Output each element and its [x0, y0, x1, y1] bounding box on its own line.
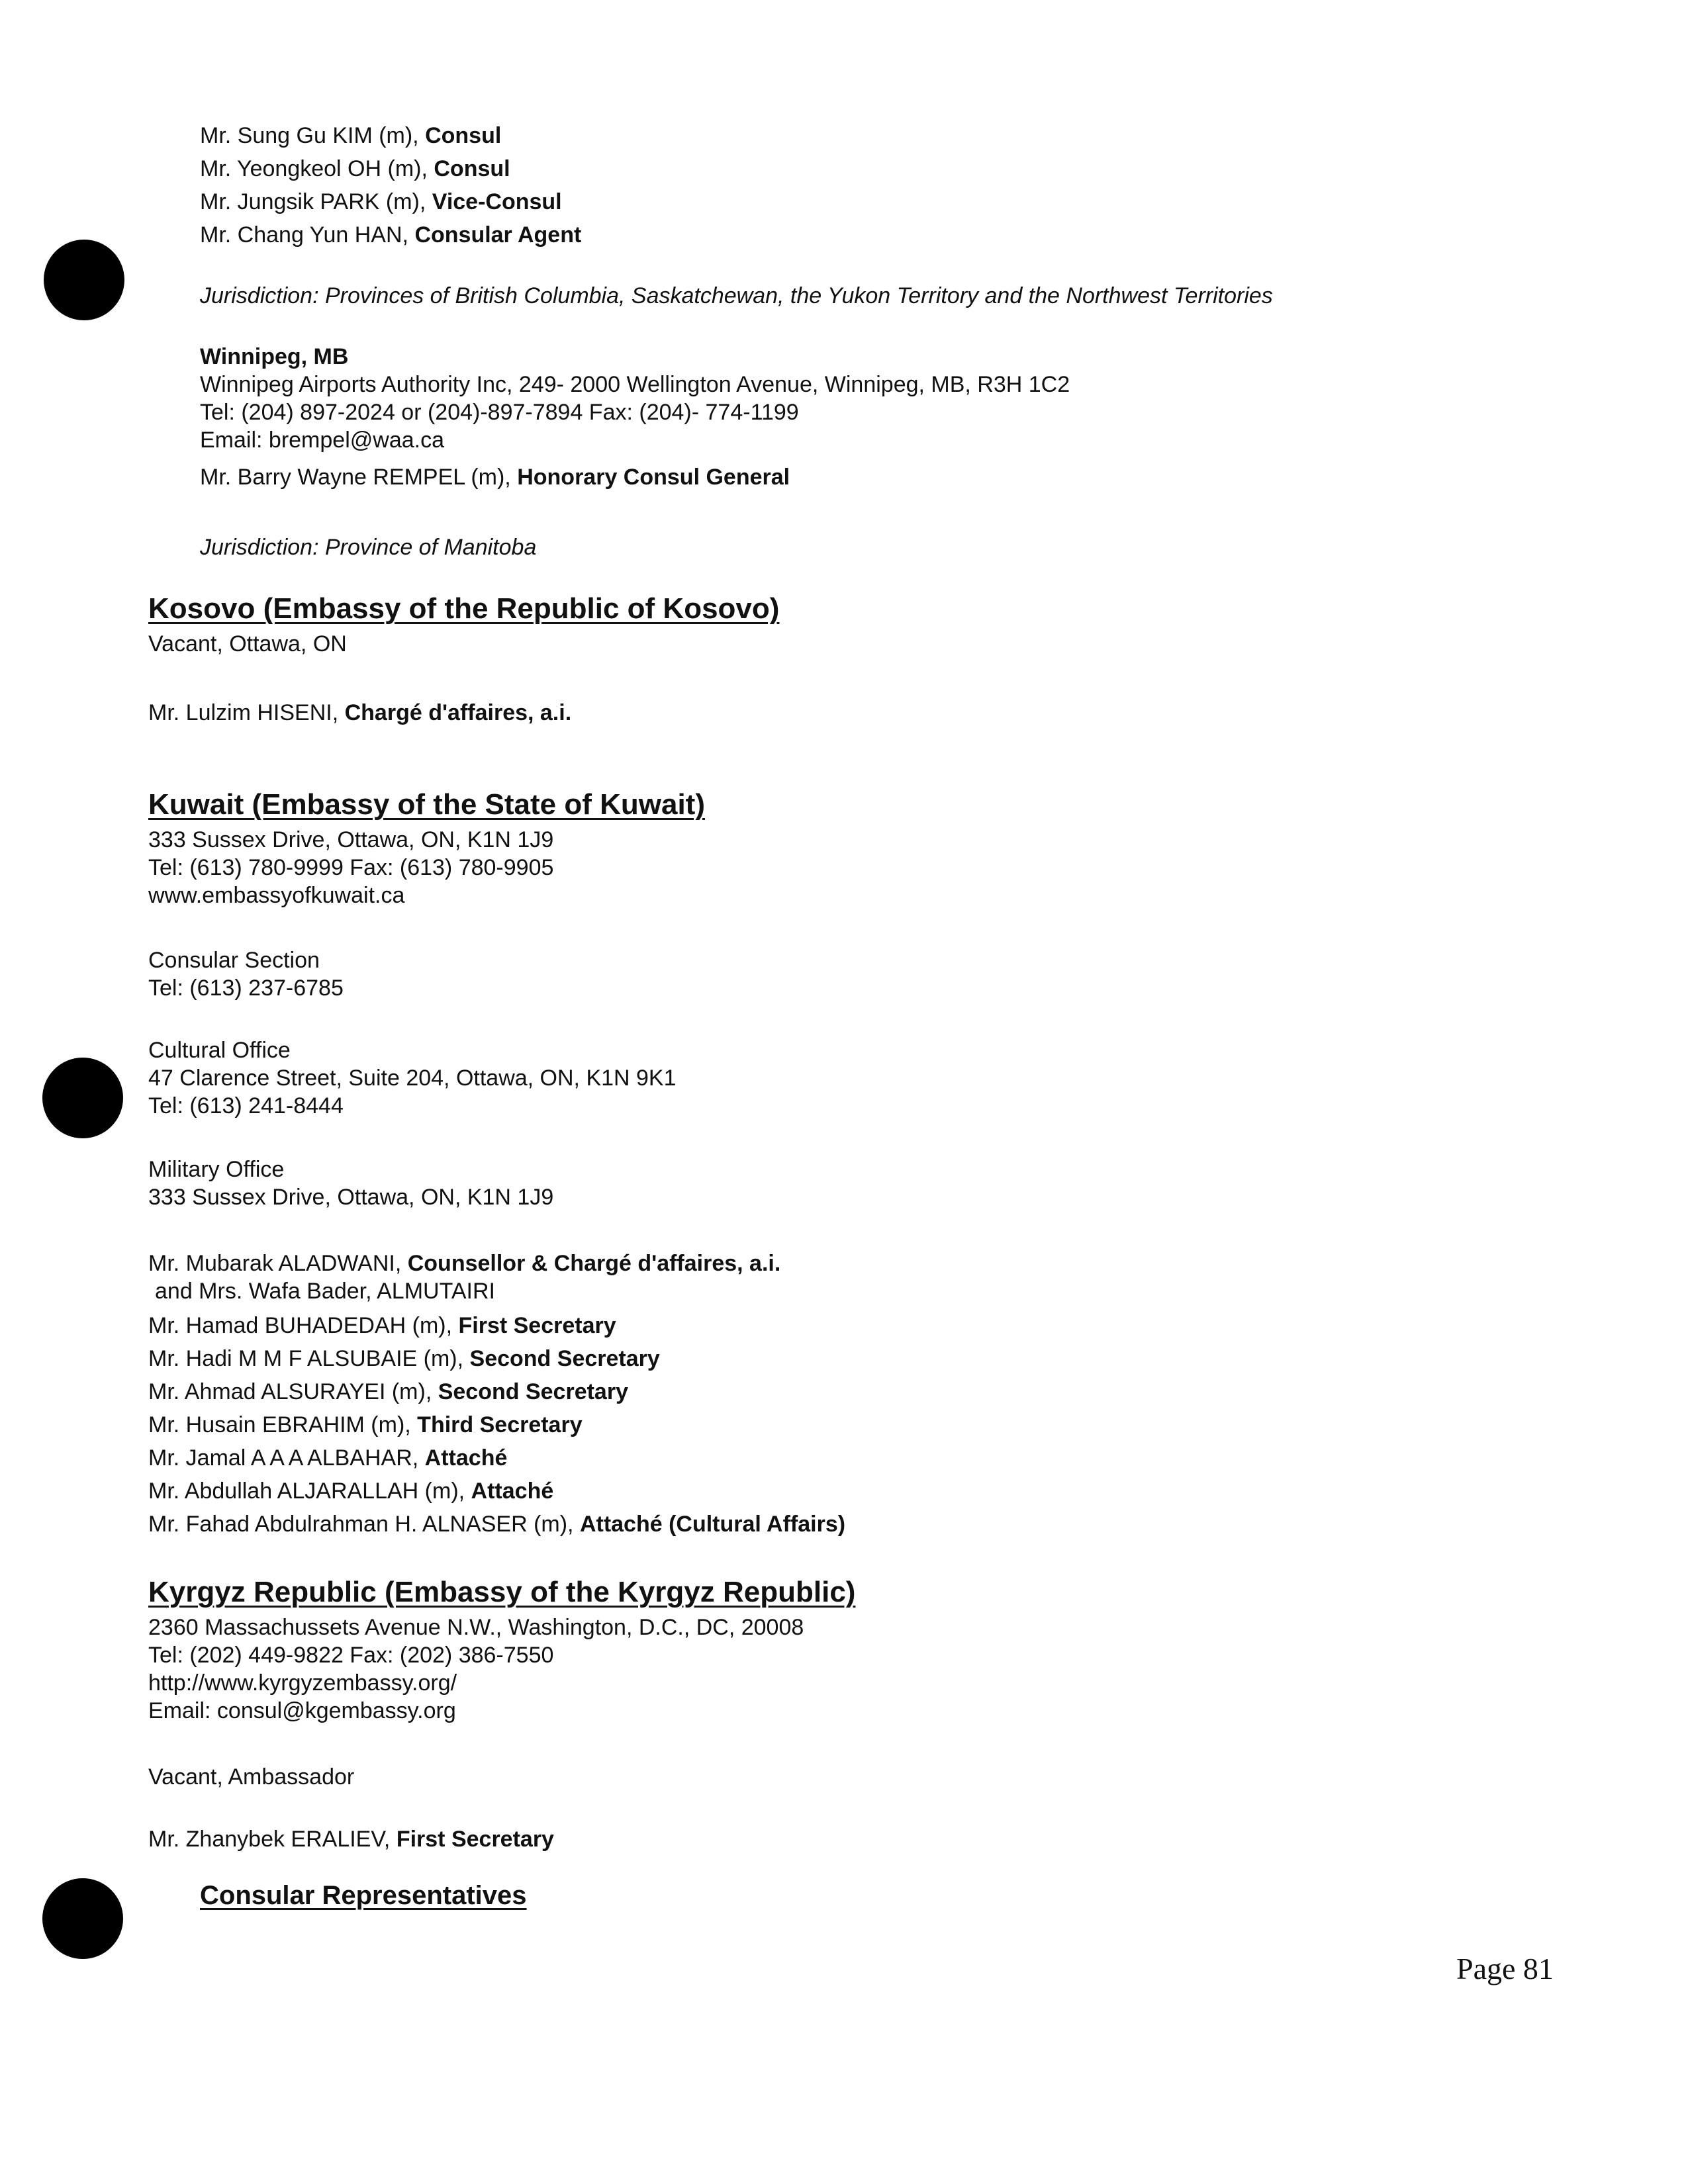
staff-line	[148, 1411, 1571, 1444]
binder-hole-middle	[42, 1058, 123, 1138]
address: 2360 Massachussets Avenue N.W., Washington, D.C., DC, 20008	[148, 1615, 804, 1640]
staff-line	[148, 1825, 1571, 1853]
staff-name: Mr. Chang Yun HAN,	[200, 222, 415, 248]
staff-name: Mr. Lulzim HISENI,	[148, 700, 345, 725]
staff-title: Counsellor & Chargé d'affaires, a.i.	[407, 1251, 781, 1276]
staff-line	[148, 1378, 1571, 1411]
staff-name: Mr. Hadi M M F ALSUBAIE (m),	[148, 1346, 470, 1371]
address: 47 Clarence Street, Suite 204, Ottawa, ON, K1N 9K1	[148, 1066, 677, 1091]
staff-name: Mr. Mubarak ALADWANI,	[148, 1251, 408, 1276]
staff-line	[200, 188, 1590, 221]
staff-line	[200, 463, 1590, 491]
staff-title: Second Secretary	[438, 1379, 628, 1404]
staff-name: Mr. Yeongkeol OH (m),	[200, 156, 434, 181]
embassy-location: Vacant, Ottawa, ON	[148, 631, 347, 657]
staff-line	[148, 699, 1571, 727]
staff-title: Consul	[425, 123, 502, 148]
staff-line	[148, 1477, 1571, 1510]
staff-name: Mr. Abdullah ALJARALLAH (m),	[148, 1479, 471, 1504]
staff-name: Mr. Jamal A A A ALBAHAR,	[148, 1445, 425, 1471]
binder-hole-top	[44, 240, 124, 320]
ambassador-line: Vacant, Ambassador	[148, 1764, 355, 1790]
staff-name: Mr. Hamad BUHADEDAH (m),	[148, 1313, 459, 1338]
website: www.embassyofkuwait.ca	[148, 883, 405, 908]
address: 333 Sussex Drive, Ottawa, ON, K1N 1J9	[148, 1185, 554, 1210]
staff-name: Mr. Jungsik PARK (m),	[200, 189, 432, 214]
kuwait-staff	[148, 1250, 1571, 1543]
jurisdiction-note: Jurisdiction: Provinces of British Columbia, Saskatchewan, the Yukon Territory and the Northwest Territories	[200, 283, 1273, 308]
staff-name: Mr. Zhanybek ERALIEV,	[148, 1827, 397, 1852]
korea-consulate-staff	[200, 122, 1590, 254]
staff-name: Mr. Fahad Abdulrahman H. ALNASER (m),	[148, 1512, 580, 1537]
staff-title: Second Secretary	[469, 1346, 660, 1371]
kyrgyz-heading: Kyrgyz Republic (Embassy of the Kyrgyz Republic)	[148, 1576, 856, 1608]
phone: Tel: (613) 241-8444	[148, 1093, 344, 1118]
military-office	[148, 1156, 1571, 1211]
staff-title: Attaché	[424, 1445, 508, 1471]
phone: Tel: (613) 237-6785	[148, 976, 344, 1001]
office-label: Military Office	[148, 1157, 285, 1182]
website: http://www.kyrgyzembassy.org/	[148, 1670, 457, 1696]
staff-title: Attaché	[471, 1479, 554, 1504]
staff-line	[200, 155, 1590, 188]
spouse-line: and Mrs. Wafa Bader, ALMUTAIRI	[155, 1279, 495, 1304]
staff-name: Mr. Ahmad ALSURAYEI (m),	[148, 1379, 438, 1404]
address: Winnipeg Airports Authority Inc, 249- 2000 Wellington Avenue, Winnipeg, MB, R3H 1C2	[200, 372, 1070, 397]
staff-line	[200, 122, 1590, 155]
staff-line	[148, 1510, 1571, 1543]
staff-title: Consul	[434, 156, 510, 181]
staff-name: Mr. Sung Gu KIM (m),	[200, 123, 426, 148]
staff-title: First Secretary	[458, 1313, 616, 1338]
winnipeg-section	[200, 343, 1590, 491]
email: Email: brempel@waa.ca	[200, 428, 444, 453]
kyrgyz-contact	[148, 1614, 1571, 1725]
phone-fax: Tel: (204) 897-2024 or (204)-897-7894 Fax: (204)- 774-1199	[200, 400, 799, 425]
kosovo-heading: Kosovo (Embassy of the Republic of Kosovo)	[148, 592, 780, 625]
consular-representatives-heading: Consular Representatives	[200, 1881, 527, 1910]
staff-line	[148, 1345, 1571, 1378]
staff-line	[200, 221, 1590, 254]
cultural-office	[148, 1036, 1571, 1120]
consular-section	[148, 946, 1571, 1002]
staff-title: Consular Agent	[414, 222, 582, 248]
phone-fax: Tel: (613) 780-9999 Fax: (613) 780-9905	[148, 855, 554, 880]
page-number: Page 81	[1456, 1952, 1554, 1985]
staff-title: Attaché (Cultural Affairs)	[579, 1512, 846, 1537]
city-heading: Winnipeg, MB	[200, 344, 349, 369]
staff-line	[148, 1312, 1571, 1345]
jurisdiction-note: Jurisdiction: Province of Manitoba	[200, 535, 537, 560]
staff-title: Honorary Consul General	[517, 465, 790, 490]
office-label: Consular Section	[148, 948, 320, 973]
staff-title: Chargé d'affaires, a.i.	[344, 700, 572, 725]
address: 333 Sussex Drive, Ottawa, ON, K1N 1J9	[148, 827, 554, 852]
office-label: Cultural Office	[148, 1038, 291, 1063]
binder-hole-bottom	[42, 1878, 123, 1959]
staff-line	[148, 1444, 1571, 1477]
staff-name: Mr. Barry Wayne REMPEL (m),	[200, 465, 518, 490]
email: Email: consul@kgembassy.org	[148, 1698, 456, 1723]
staff-line	[148, 1250, 1571, 1277]
staff-title: Vice-Consul	[432, 189, 562, 214]
staff-title: First Secretary	[396, 1827, 554, 1852]
kuwait-heading: Kuwait (Embassy of the State of Kuwait)	[148, 788, 705, 821]
kuwait-contact	[148, 826, 1571, 909]
staff-name: Mr. Husain EBRAHIM (m),	[148, 1412, 418, 1437]
staff-title: Third Secretary	[417, 1412, 583, 1437]
phone-fax: Tel: (202) 449-9822 Fax: (202) 386-7550	[148, 1643, 554, 1668]
